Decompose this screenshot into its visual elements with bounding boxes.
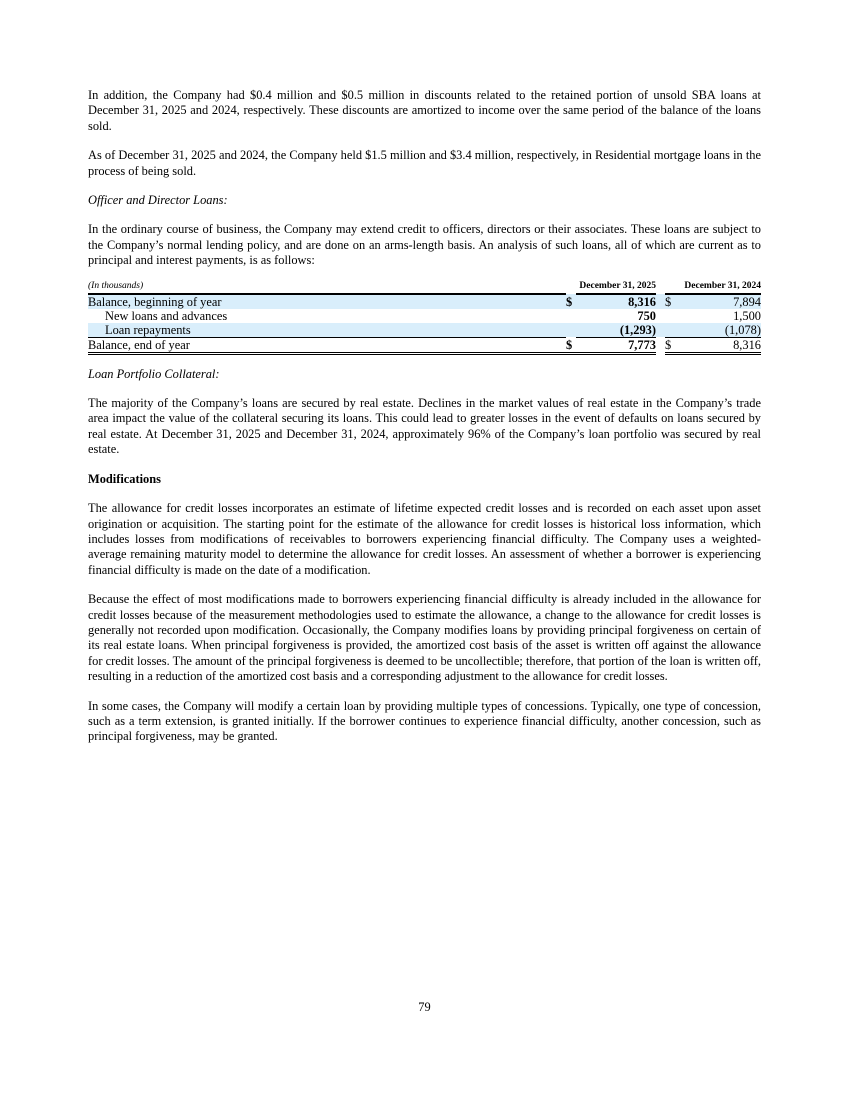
unit-label: (In thousands) — [88, 279, 566, 294]
column-header-2025: December 31, 2025 — [576, 279, 656, 294]
paragraph-allowance-credit-losses: The allowance for credit losses incorporates an estimate of lifetime expected credit losses and is recorded on each asset upon asset origination or acquisition. The starting point for the estimate of the allowance for credit losses is historical loss information, which includes losses from modifications of receivables to borrowers experiencing financial difficulty. The Company uses a weighted-average remaining maturity model to determine the allowance for credit losses. An assessment of whether a borrower is experiencing financial difficulty is made on the date of a modification. — [88, 501, 761, 577]
paragraph-officer-loans: In the ordinary course of business, the Company may extend credit to officers, directors or their associates. These loans are subject to the Company’s normal lending policy, and are done on an arms-length basis. An analysis of such loans, all of which are current as to principal and interest payments, is as follows: — [88, 222, 761, 268]
column-header-2024: December 31, 2024 — [675, 279, 761, 294]
loan-portfolio-collateral-heading: Loan Portfolio Collateral: — [88, 366, 220, 381]
table-row — [88, 323, 761, 338]
table-row — [88, 337, 761, 353]
value-2025: 8,316 — [576, 294, 656, 309]
table-header-row — [88, 279, 761, 294]
row-label: Balance, beginning of year — [88, 294, 566, 309]
officer-loans-table — [88, 279, 761, 355]
table-row — [88, 294, 761, 309]
value-2025: 750 — [637, 308, 656, 323]
value-2025: 7,773 — [576, 337, 656, 353]
modifications-heading: Modifications — [88, 471, 161, 486]
paragraph-mortgage-loans-held: As of December 31, 2025 and 2024, the Company held $1.5 million and $3.4 million, respectively, in Residential mortgage loans in the process of being sold. — [88, 148, 761, 178]
dollar-sign: $ — [566, 337, 576, 353]
document-page — [88, 88, 761, 745]
dollar-sign: $ — [566, 294, 576, 309]
dollar-sign: $ — [665, 337, 675, 353]
row-label: Balance, end of year — [88, 337, 566, 353]
value-2025: (1,293) — [576, 323, 656, 338]
paragraph-sba-discounts: In addition, the Company had $0.4 million and $0.5 million in discounts related to the retained portion of unsold SBA loans at December 31, 2025 and 2024, respectively. These discounts are amortized to income over the same period of the balance of the loans sold. — [88, 88, 761, 133]
row-label: Loan repayments — [88, 323, 566, 338]
page-number: 79 — [418, 1000, 431, 1014]
paragraph-multiple-concessions: In some cases, the Company will modify a certain loan by providing multiple types of concessions. Typically, one type of concession, such as a term extension, is granted initially. If the borrower continues to experience financial difficulty, another concession, such as principal forgiveness, may be granted. — [88, 698, 761, 744]
value-2024: 7,894 — [675, 294, 761, 309]
paragraph-collateral: The majority of the Company’s loans are secured by real estate. Declines in the market values of real estate in the Company’s trade area impact the value of the collateral securing its loans. This could lead to greater losses in the event of defaults on loans secured by real estate. At December 31, 2025 and December 31, 2024, approximately 96% of the Company’s loan portfolio was secured by real estate. — [88, 396, 761, 457]
dollar-sign: $ — [665, 294, 675, 309]
table-row — [88, 309, 761, 323]
value-2024: 8,316 — [675, 337, 761, 353]
value-2024: 1,500 — [733, 308, 761, 323]
paragraph-modifications-effect: Because the effect of most modifications made to borrowers experiencing financial difficulty is already included in the allowance for credit losses because of the measurement methodologies used to estimate the allowance, a change to the allowance for credit losses is generally not recorded upon modification. Occasionally, the Company modifies loans by providing principal forgiveness on certain of its real estate loans. When principal forgiveness is provided, the amortized cost basis of the asset is written off against the allowance for credit losses. The amount of the principal forgiveness is deemed to be uncollectible; therefore, that portion of the loan is written off, resulting in a reduction of the amortized cost basis and a corresponding adjustment to the allowance for credit losses. — [88, 592, 761, 684]
officer-director-loans-heading: Officer and Director Loans: — [88, 193, 228, 208]
row-label: New loans and advances — [105, 308, 228, 323]
value-2024: (1,078) — [675, 323, 761, 338]
